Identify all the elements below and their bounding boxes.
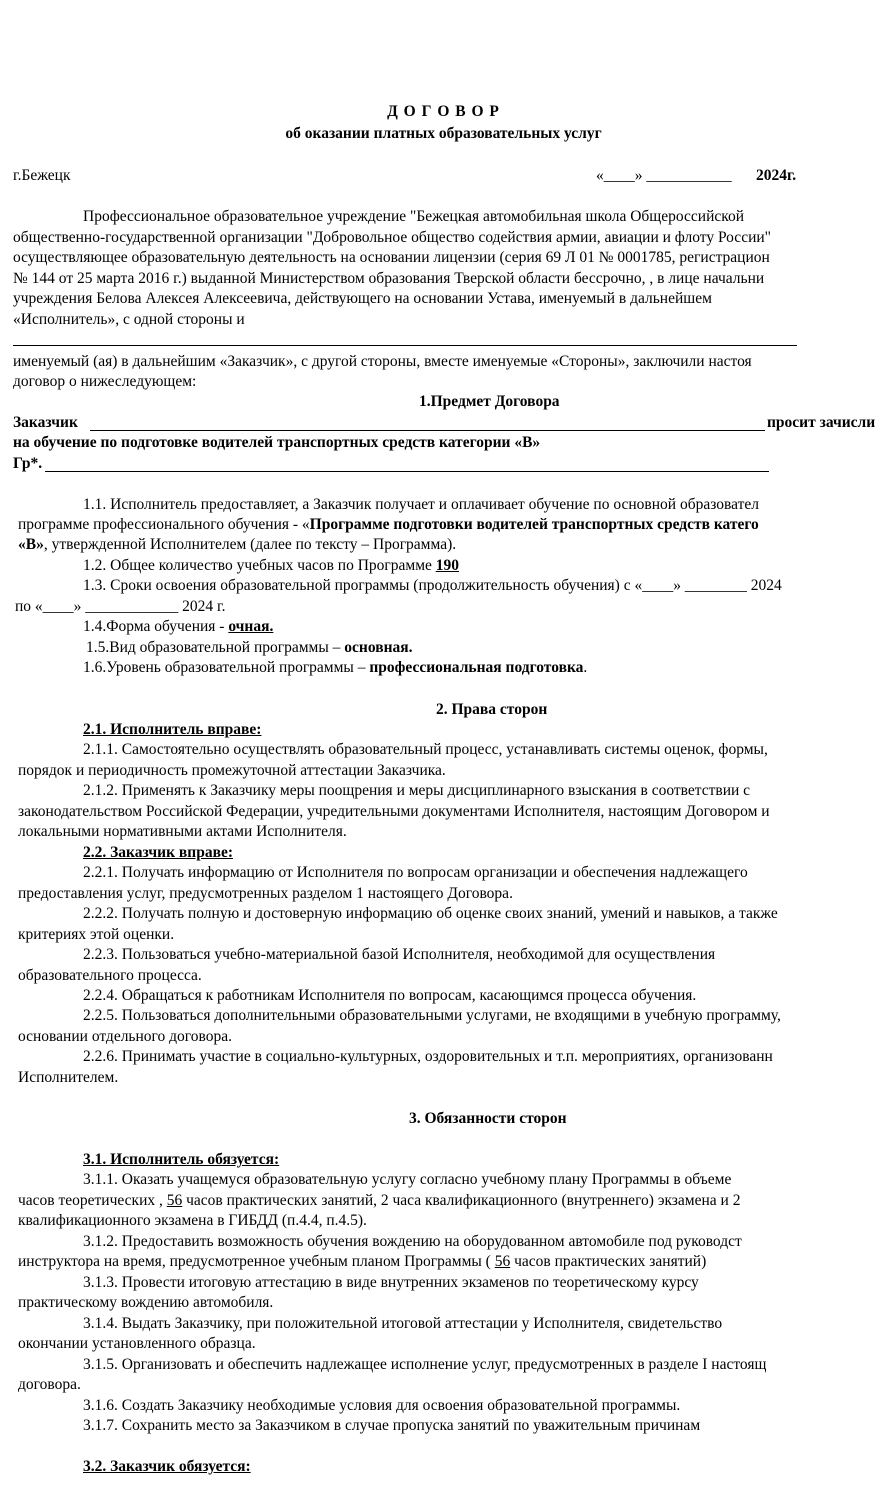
section-3-heading: 3. Обязанности сторон [409,1110,567,1127]
clause-3-1-2-cont: инструктора на время, предусмотренное учебным планом Программы ( 56 часов практических занятий) [18,1253,707,1270]
clause-2-2-2: 2.2.2. Получать полную и достоверную информацию об оценке своих знаний, умений и навыков, а также [83,905,778,922]
clause-3-1-2: 3.1.2. Предоставить возможность обучения вождению на оборудованном автомобиле под руководст [83,1233,742,1250]
clause-3-1-5-cont: договора. [18,1376,81,1393]
contract-year: 2024г. [756,167,797,184]
clause-2-1-2: 2.1.2. Применять к Заказчику меры поощрения и меры дисциплинарного взыскания в соответствии с [83,782,751,799]
enroll-request: просит зачисли [767,414,876,431]
subsection-3-2: 3.2. Заказчик обязуется: [83,1458,251,1475]
subsection-3-1: 3.1. Исполнитель обязуется: [83,1151,280,1168]
clause-1-1-cont: программе профессионального обучения - «Программе подготовки водителей транспортных средств катего [18,516,759,533]
city: г.Бежецк [13,167,71,184]
program-type: основная. [344,639,413,656]
clause-1-5: 1.5.Вид образовательной программы – основная. [86,639,413,656]
date-blank: «____» ___________ [596,167,732,184]
clause-3-1-1-end: квалификационного экзамена в ГИБДД (п.4.4, п.4.5). [18,1212,367,1229]
clause-1-3-cont: по «____» ____________ 2024 г. [15,598,226,615]
clause-2-2-5-cont: основании отдельного договора. [18,1028,232,1045]
intro-line: № 144 от 25 марта 2016 г.) выданной Министерством образования Тверской области бессрочно, , в лице начальни [13,270,765,287]
clause-1-2: 1.2. Общее количество учебных часов по Программе 190 [83,557,460,574]
clause-2-2-3: 2.2.3. Пользоваться учебно-материальной базой Исполнителя, необходимой для осуществления [83,946,716,963]
clause-1-4: 1.4.Форма обучения - очная. [83,618,274,635]
intro-line: Профессиональное образовательное учреждение "Бежецкая автомобильная школа Общероссийской [83,208,745,225]
subsection-2-2: 2.2. Заказчик вправе: [83,844,233,861]
intro-line: учреждения Белова Алексея Алексеевича, действующего на основании Устава, именуемый в дальнейшем [13,290,712,307]
clause-2-2-2-cont: критериях этой оценки. [18,926,175,943]
clause-3-1-5: 3.1.5. Организовать и обеспечить надлежащее исполнение услуг, предусмотренных в разделе I настоящ [83,1356,767,1373]
clause-3-1-1-cont: часов теоретических , 56 часов практических занятий, 2 часа квалификационного (внутреннего) экзамена и 2 [18,1192,741,1209]
clause-2-1-2-cont: локальными нормативными актами Исполнителя. [18,823,347,840]
section-1-heading: 1.Предмет Договора [419,393,560,410]
practical-hours: 56 [494,1253,511,1270]
intro-line: общественно-государственной организации "Добровольное общество содействия армии, авиации и флоту России" [13,229,771,246]
document-title: Д О Г О В О Р [387,103,500,120]
clause-1-3: 1.3. Сроки освоения образовательной программы (продолжительность обучения) с «____» ________ 2024 [83,577,782,594]
clause-2-2-4: 2.2.4. Обращаться к работникам Исполнителя по вопросам, касающимся процесса обучения. [83,987,697,1004]
clause-3-1-6: 3.1.6. Создать Заказчику необходимые условия для освоения образовательной программы. [83,1397,681,1414]
practical-hours: 56 [166,1192,183,1209]
program-name: Программе подготовки водителей транспортных средств катего [309,516,759,533]
clause-1-1-end: «В», утвержденной Исполнителем (далее по тексту – Программа). [18,536,457,553]
clause-3-1-1: 3.1.1. Оказать учащемуся образовательную услугу согласно учебному плану Программы в объеме [83,1171,732,1188]
training-line: на обучение по подготовке водителей транспортных средств категории «В» [13,434,541,451]
clause-1-6: 1.6.Уровень образовательной программы – профессиональная подготовка. [83,659,588,676]
section-2-heading: 2. Права сторон [436,701,548,718]
study-form: очная. [228,618,274,635]
clause-2-2-1: 2.2.1. Получать информацию от Исполнителя по вопросам организации и обеспечения надлежащего [83,864,748,881]
clause-2-1-2-cont: законодательством Российской Федерации, учредительными документами Исполнителя, настоящим Договором и [18,803,770,820]
document-subtitle: об оказании платных образовательных услуг [285,125,602,142]
total-hours: 190 [435,557,460,574]
program-level: профессиональная подготовка [369,659,584,676]
intro-line: именуемый (ая) в дальнейшим «Заказчик», с другой стороны, вместе именуемые «Стороны», заключили настоя [13,353,752,370]
group-blank-line[interactable] [45,471,769,472]
group-label: Гр*. [13,455,43,472]
clause-3-1-7: 3.1.7. Сохранить место за Заказчиком в случае пропуска занятий по уважительным причинам [83,1417,701,1434]
clause-3-1-4-cont: окончании установленного образца. [18,1335,256,1352]
clause-2-2-5: 2.2.5. Пользоваться дополнительными образовательными услугами, не входящими в учебную программу, [83,1007,781,1024]
subsection-2-1: 2.1. Исполнитель вправе: [83,721,262,738]
intro-line: договор о нижеследующем: [13,373,197,390]
intro-line: осуществляющее образовательную деятельность на основании лицензии (серия 69 Л 01 № 0001785, регистрацион [13,249,770,266]
clause-2-2-3-cont: образовательного процесса. [18,967,202,984]
clause-3-1-4: 3.1.4. Выдать Заказчику, при положительной итоговой аттестации у Исполнителя, свидетельство [83,1315,723,1332]
clause-2-2-6-cont: Исполнителем. [18,1069,119,1086]
clause-2-1-1-cont: порядок и периодичность промежуточной аттестации Заказчика. [18,762,446,779]
customer-label: Заказчик [13,414,78,431]
clause-3-1-3: 3.1.3. Провести итоговую аттестацию в виде внутренних экзаменов по теоретическому курсу [83,1274,699,1291]
clause-2-2-6: 2.2.6. Принимать участие в социально-культурных, оздоровительных и т.п. мероприятиях, организованн [83,1048,773,1065]
intro-line: «Исполнитель», с одной стороны и [13,311,245,328]
customer-name-blank-line[interactable] [13,345,797,346]
clause-3-1-3-cont: практическому вождению автомобиля. [18,1294,274,1311]
clause-2-2-1-cont: предоставления услуг, предусмотренных разделом 1 настоящего Договора. [18,885,513,902]
clause-2-1-1: 2.1.1. Самостоятельно осуществлять образовательный процесс, устанавливать системы оценок, формы, [83,741,768,758]
customer-blank-line[interactable] [90,430,765,431]
clause-1-1: 1.1. Исполнитель предоставляет, а Заказчик получает и оплачивает обучение по основной образовател [83,496,759,513]
